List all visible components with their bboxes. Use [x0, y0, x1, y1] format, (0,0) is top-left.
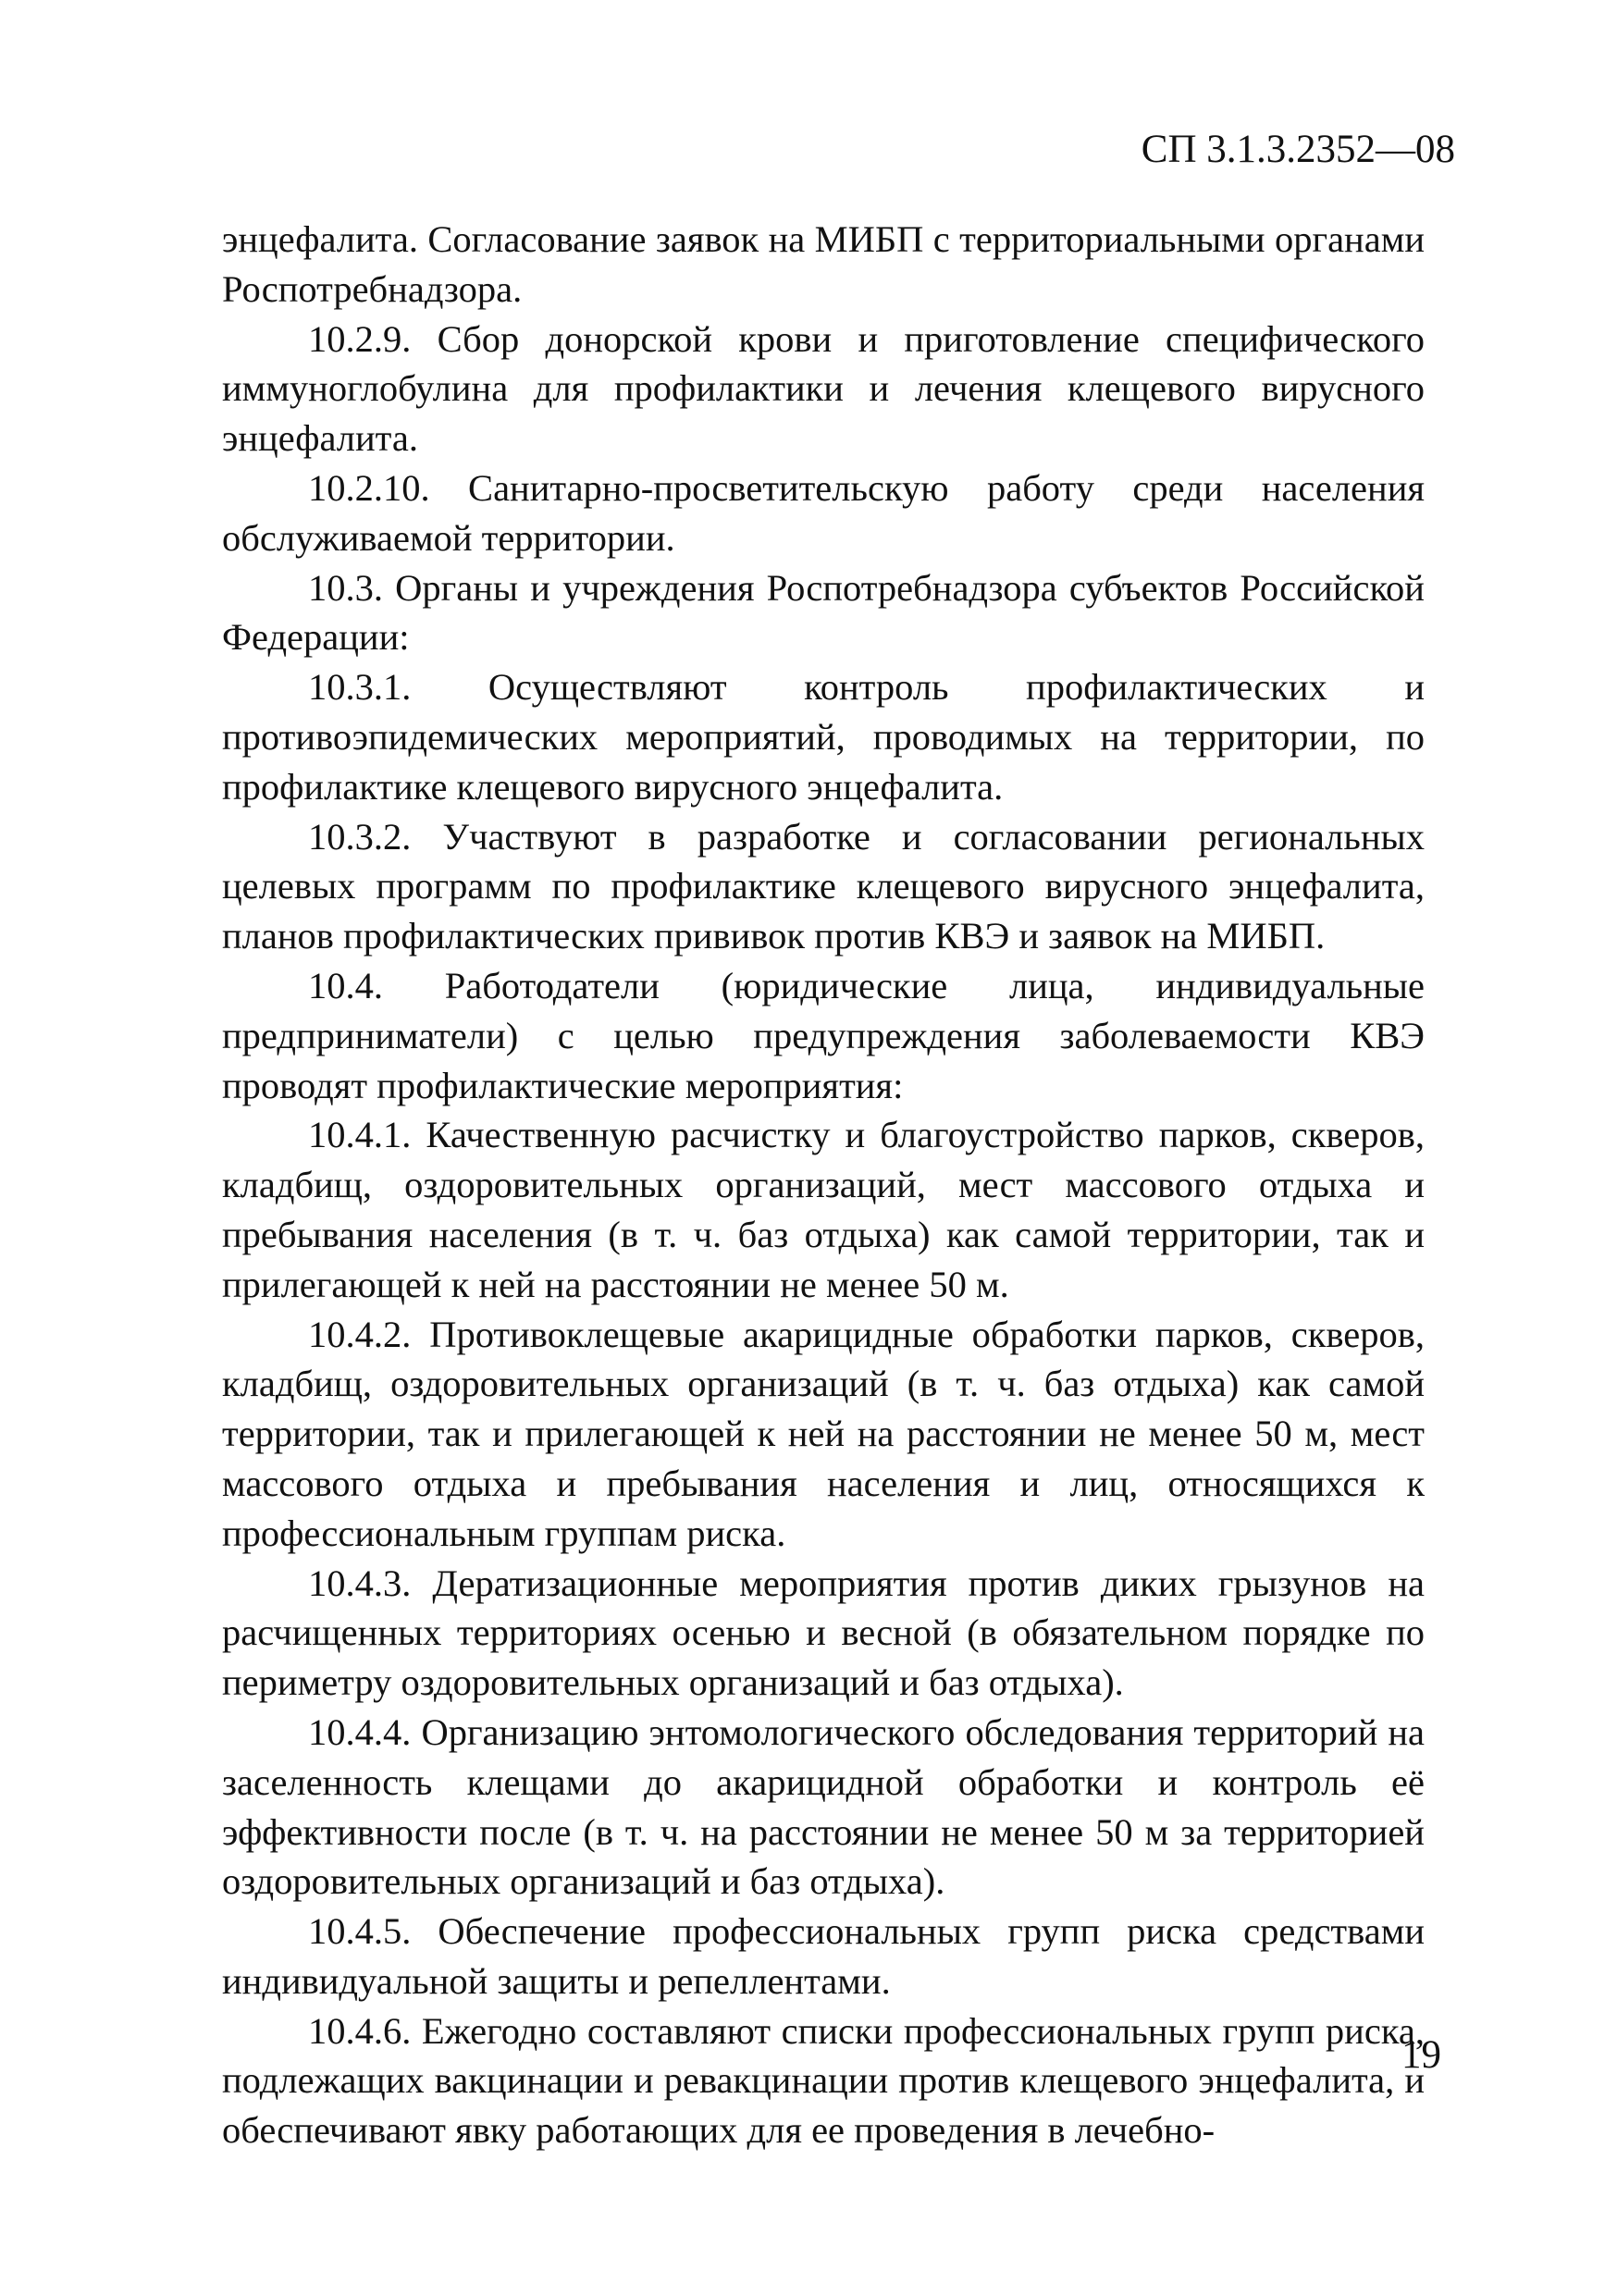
paragraph-10-3: 10.3. Органы и учреждения Роспотребнадзора субъектов Российской Федерации: [222, 566, 1425, 659]
paragraph-continuation: энцефалита. Согласование заявок на МИБП с территориальными органами Роспотребнадзора. [222, 218, 1425, 310]
paragraph-10-2-10: 10.2.10. Санитарно-просветительскую работу среди населения обслуживаемой территории. [222, 466, 1425, 559]
paragraph-10-4: 10.4. Работодатели (юридические лица, индивидуальные предприниматели) с целью предупреждения заболеваемости КВЭ проводят профилактические мероприятия: [222, 964, 1425, 1106]
paragraph-10-4-6: 10.4.6. Ежегодно составляют списки профессиональных групп риска, подлежащих вакцинации и ревакцинации против клещевого энцефалита, и обеспечивают явку работающих для ее проведения в лечебно- [222, 2009, 1425, 2152]
paragraph-10-4-3: 10.4.3. Дератизационные мероприятия против диких грызунов на расчищенных территориях осенью и весной (в обязательном порядке по периметру оздоровительных организаций и баз отдыха). [222, 1562, 1425, 1704]
paragraph-10-4-5: 10.4.5. Обеспечение профессиональных групп риска средствами индивидуальной защиты и репеллентами. [222, 1910, 1425, 2002]
paragraph-10-2-9: 10.2.9. Сбор донорской крови и приготовление специфического иммуноглобулина для профилактики и лечения клещевого вирусного энцефалита. [222, 317, 1425, 460]
paragraph-10-3-1: 10.3.1. Осуществляют контроль профилактических и противоэпидемических мероприятий, проводимых на территории, по профилактике клещевого вирусного энцефалита. [222, 666, 1425, 808]
page-number: 19 [1401, 2033, 1441, 2077]
paragraph-10-4-2: 10.4.2. Противоклещевые акарицидные обработки парков, скверов, кладбищ, оздоровительных организаций (в т. ч. баз отдыха) как самой территории, так и прилегающей к ней на расстоянии не менее 50 м, мест массового отдыха и пребывания населения и лиц, относящихся к профессиональным группам риска. [222, 1313, 1425, 1554]
paragraph-10-4-1: 10.4.1. Качественную расчистку и благоустройство парков, скверов, кладбищ, оздоровительных организаций, мест массового отдыха и пребывания населения (в т. ч. баз отдыха) как самой территории, так и прилегающей к ней на расстоянии не менее 50 м. [222, 1114, 1425, 1305]
paragraph-10-4-4: 10.4.4. Организацию энтомологического обследования территорий на заселенность клещами до акарицидной обработки и контроль её эффективности после (в т. ч. на расстоянии не менее 50 м за территорией оздоровительных организаций и баз отдыха). [222, 1710, 1425, 1903]
body-text [222, 215, 1425, 2155]
paragraph-10-3-2: 10.3.2. Участвуют в разработке и согласовании региональных целевых программ по профилактике клещевого вирусного энцефалита, планов профилактических прививок против КВЭ и заявок на МИБП. [222, 815, 1425, 957]
page-header: СП 3.1.3.2352—08 [1141, 128, 1455, 171]
